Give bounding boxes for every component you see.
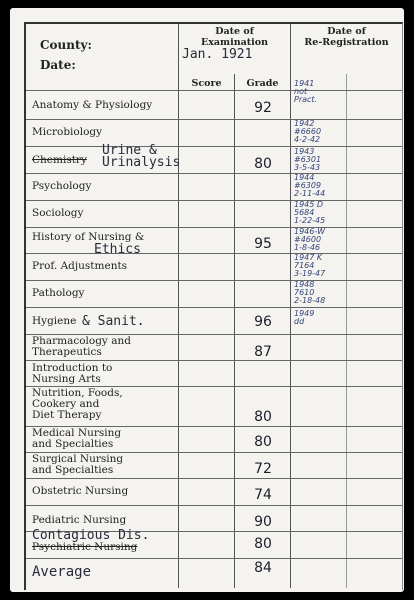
subject-label: Surgical Nursing and Specialties bbox=[32, 453, 124, 476]
score-header: Score bbox=[191, 78, 222, 89]
divider-reg bbox=[346, 74, 347, 588]
reregistration-entry: 1943 #6301 3-5-43 bbox=[294, 147, 322, 172]
reregistration-entry: 1947 K 7164 3-19-47 bbox=[294, 253, 326, 278]
reregistration-entry: 1944 #6309 2-11-44 bbox=[294, 173, 326, 198]
grade-value: 80 bbox=[254, 409, 272, 425]
subject-label: Pharmacology and Therapeutics bbox=[32, 335, 131, 358]
reregistration-entry: 1941 not Pract. bbox=[294, 79, 318, 104]
reregistration-heading: Date of Re-Registration bbox=[304, 26, 389, 48]
subject-typed-override: & Sanit. bbox=[82, 314, 145, 329]
average-label: Average bbox=[32, 564, 92, 580]
subject-label: Prof. Adjustments bbox=[32, 260, 128, 272]
subject-label: Chemistry bbox=[32, 154, 87, 166]
divider-subject bbox=[178, 24, 179, 588]
reregistration-entry: 1942 #6660 4-2-42 bbox=[294, 119, 322, 144]
exam-date: Jan. 1921 bbox=[182, 47, 253, 62]
reregistration-entry: 1945 D 5684 1-22-45 bbox=[294, 200, 326, 225]
grade-value: 80 bbox=[254, 536, 272, 552]
grade-value: 96 bbox=[254, 314, 272, 330]
divider-score bbox=[234, 74, 235, 588]
county-label: County: bbox=[40, 38, 92, 52]
grade-value: 95 bbox=[254, 236, 272, 252]
grade-header: Grade bbox=[246, 78, 279, 89]
subject-label: History of Nursing & bbox=[32, 231, 145, 243]
subject-label: Sociology bbox=[32, 207, 84, 219]
grade-value: 80 bbox=[254, 434, 272, 450]
grade-value: 87 bbox=[254, 344, 272, 360]
subject-label: Medical Nursing and Specialties bbox=[32, 427, 122, 450]
subject-label: Nutrition, Foods, Cookery and Diet Therapy bbox=[32, 387, 123, 421]
grade-value: 92 bbox=[254, 100, 272, 116]
subject-label: Introduction to Nursing Arts bbox=[32, 362, 113, 385]
reregistration-entry: 1946-W #4600 1-8-46 bbox=[294, 227, 326, 252]
subject-label: Anatomy & Physiology bbox=[32, 99, 153, 111]
reregistration-entry: 1948 7610 2-18-48 bbox=[294, 280, 326, 305]
date-label: Date: bbox=[40, 58, 76, 72]
grade-value: 72 bbox=[254, 461, 272, 477]
subject-label: Pediatric Nursing bbox=[32, 514, 127, 526]
card-frame bbox=[24, 22, 403, 590]
grade-value: 90 bbox=[254, 514, 272, 530]
subject-typed-override: Contagious Dis. bbox=[32, 528, 150, 543]
grade-value: 80 bbox=[254, 156, 272, 172]
subject-typed-override: Ethics bbox=[94, 242, 141, 257]
subject-typed-override: Urine & Urinalysis bbox=[102, 143, 181, 170]
average-grade: 84 bbox=[254, 560, 272, 576]
subject-label: Pathology bbox=[32, 287, 85, 299]
reregistration-entry: 1949 dd bbox=[294, 309, 315, 326]
exam-heading: Date of Examination bbox=[200, 26, 269, 48]
registration-card bbox=[10, 8, 404, 592]
grade-value: 74 bbox=[254, 487, 272, 503]
subject-label: Microbiology bbox=[32, 126, 103, 138]
subject-label: Psychology bbox=[32, 180, 92, 192]
subject-label: Hygiene bbox=[32, 315, 77, 327]
subject-label: Obstetric Nursing bbox=[32, 485, 129, 497]
subject-label: Psychiatric Nursing bbox=[32, 541, 138, 553]
